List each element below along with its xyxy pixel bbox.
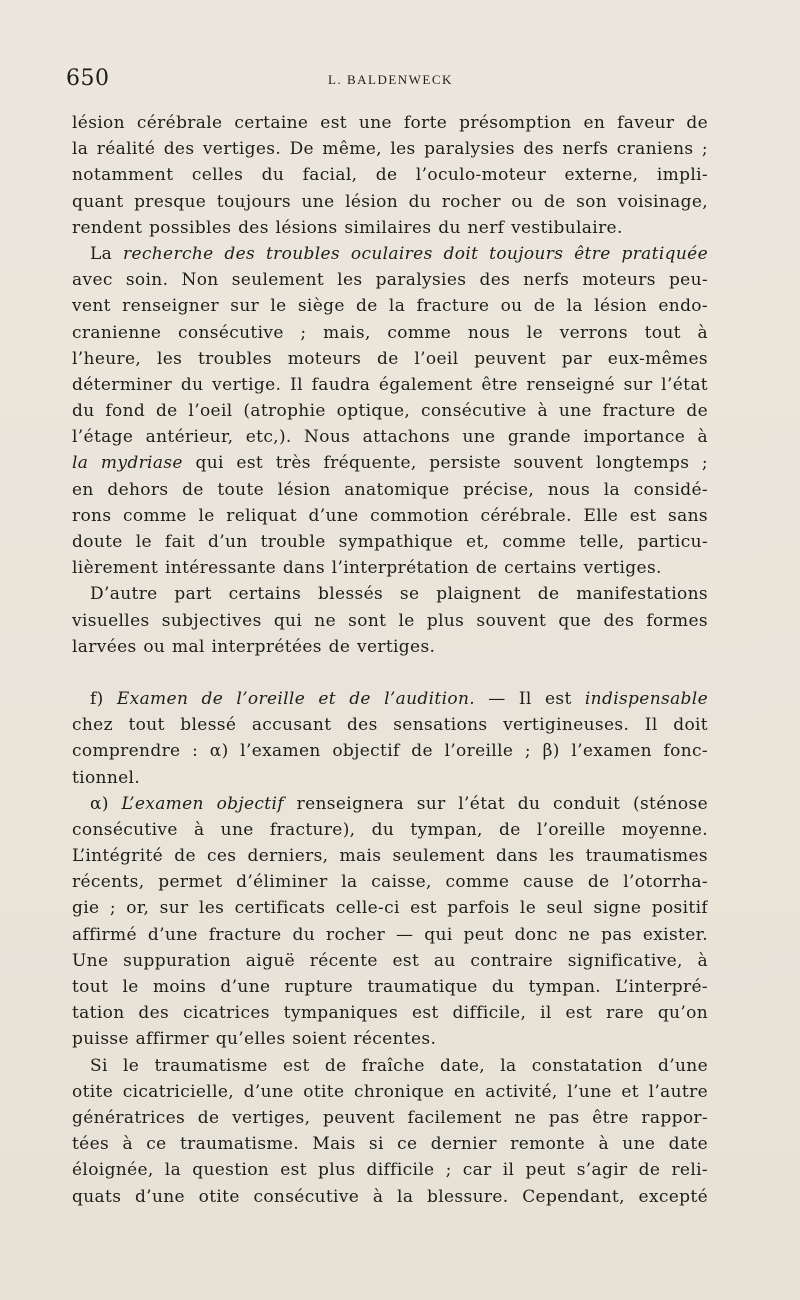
text-line: comprendre : α) l’examen objectif de l’oreille ; β) l’examen fonc- [72, 741, 708, 762]
section-heading: f) Examen de l’oreille et de l’audition. — Il est indispensable [90, 688, 708, 709]
text-line: du fond de l’oeil (atrophie optique, consécutive à une fracture de [72, 401, 708, 422]
text-line: l’étage antérieur, etc,). Nous attachons une grande importance à [72, 427, 708, 448]
text-line: Une suppuration aiguë récente est au contraire significative, à [72, 950, 708, 971]
text-line: gie ; or, sur les certificats celle-ci est parfois le seul signe positif [72, 898, 708, 919]
text-line: tées à ce traumatisme. Mais si ce dernier remonte à une date [72, 1134, 708, 1155]
text-line: L’intégrité de ces derniers, mais seulement dans les traumatismes [72, 846, 708, 867]
paragraph [72, 110, 708, 241]
text-line: la mydriase qui est très fréquente, persiste souvent longtemps ; [72, 453, 708, 474]
text-line: affirmé d’une fracture du rocher — qui peut donc ne pas exister. [72, 924, 708, 945]
text-line: rons comme le reliquat d’une commotion cérébrale. Elle est sans [72, 505, 708, 526]
italic-term: la mydriase [72, 453, 183, 474]
text-line: déterminer du vertige. Il faudra également être renseigné sur l’état [72, 374, 708, 395]
text-line: tout le moins d’une rupture traumatique du tympan. L’interpré- [72, 977, 708, 997]
text-line: lésion cérébrale certaine est une forte présomption en faveur de [72, 113, 708, 133]
body-text [72, 110, 708, 1210]
running-head: L. BALDENWECK [328, 72, 453, 87]
text-line: larvées ou mal interprétées de vertiges. [72, 636, 436, 657]
text-line: otite cicatricielle, d’une otite chronique en activité, l’une et l’autre [72, 1081, 708, 1102]
text-line: quats d’une otite consécutive à la blessure. Cependant, excepté [72, 1186, 708, 1207]
section-gap [72, 660, 708, 686]
text-line: quant presque toujours une lésion du rocher ou de son voisinage, [72, 191, 708, 212]
text-line: visuelles subjectives qui ne sont le plus souvent que des formes [72, 610, 708, 631]
text-line: doute le fait d’un trouble sympathique et, comme telle, particu- [72, 532, 708, 552]
page-header [66, 66, 706, 94]
emphasis: indispensable [584, 688, 708, 709]
text-line [72, 241, 708, 267]
text-line: Si le traumatisme est de fraîche date, la constatation d’une [90, 1055, 708, 1076]
text-line: récents, permet d’éliminer la caisse, comme cause de l’otorrha- [72, 872, 708, 893]
text-line: consécutive à une fracture), du tympan, de l’oreille moyenne. [72, 819, 708, 840]
text-line: rendent possibles des lésions similaires du nerf vestibulaire. [72, 217, 623, 238]
text-line: lièrement intéressante dans l’interprétation de certains vertiges. [72, 558, 662, 579]
text-line: D’autre part certains blessés se plaignent de manifestations [90, 584, 708, 605]
text-line: α) L’examen objectif renseignera sur l’état du conduit (sténose [90, 793, 708, 814]
text-line: chez tout blessé accusant des sensations vertigineuses. Il doit [72, 715, 708, 736]
text-line: tionnel. [72, 767, 141, 788]
paragraph [72, 1053, 708, 1210]
text-line: tation des cicatrices tympaniques est difficile, il est rare qu’on [72, 1003, 708, 1024]
text-line: la réalité des vertiges. De même, les paralysies des nerfs craniens ; [72, 139, 708, 160]
lead-word: La [90, 243, 113, 264]
text-line: vent renseigner sur le siège de la fracture ou de la lésion endo- [72, 296, 708, 317]
page-number: 650 [66, 66, 110, 91]
section-title: Examen de l’oreille et de l’audition. [116, 688, 476, 709]
italic-phrase: recherche des troubles oculaires doit toujours être pratiquée [123, 243, 708, 264]
text-line: cranienne consécutive ; mais, comme nous le verrons tout à [72, 322, 708, 343]
paragraph [72, 241, 708, 581]
text-line: notamment celles du facial, de l’oculo-moteur externe, impli- [72, 165, 708, 186]
text-line: éloignée, la question est plus difficile ; car il peut s’agir de reli- [72, 1160, 708, 1181]
text-line: en dehors de toute lésion anatomique précise, nous la considé- [72, 479, 708, 500]
italic-term: L’examen objectif [121, 793, 284, 814]
text-line: avec soin. Non seulement les paralysies des nerfs moteurs peu- [72, 270, 708, 291]
text-line: puisse affirmer qu’elles soient récentes. [72, 1029, 437, 1050]
text-line: l’heure, les troubles moteurs de l’oeil peuvent par eux-mêmes [72, 348, 708, 369]
paragraph [72, 791, 708, 1053]
paragraph [72, 581, 708, 660]
section-f [72, 686, 708, 791]
text-line: génératrices de vertiges, peuvent facilement ne pas être rappor- [72, 1107, 708, 1128]
